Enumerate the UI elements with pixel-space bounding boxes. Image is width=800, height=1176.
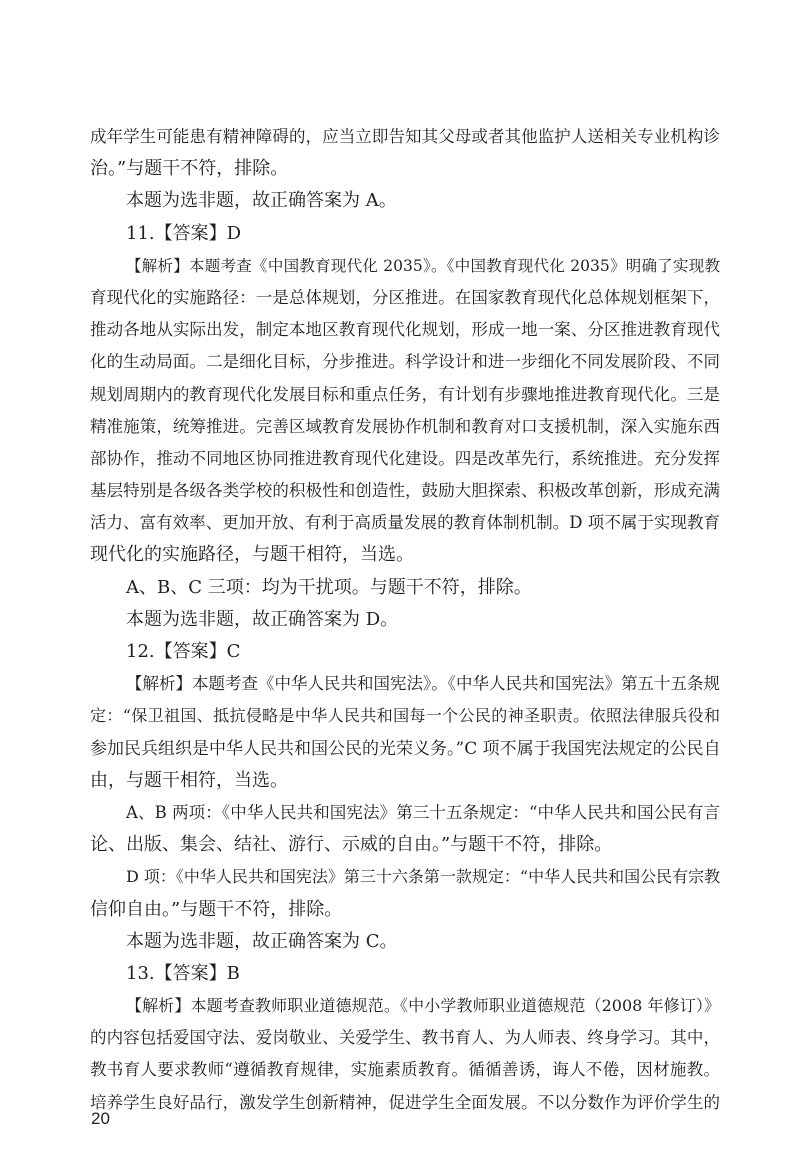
- analysis-line: 【解析】本题考查教师职业道德规范。《中小学教师职业道德规范（2008 年修订）》: [126, 996, 720, 1016]
- text-line: 信仰自由。”与题干不符，排除。: [90, 898, 343, 920]
- text-line: 活力、富有效率、更加开放、有利于高质量发展的教育体制机制。D 项不属于实现教育: [90, 513, 720, 533]
- analysis-line: 【解析】本题考查《中国教育现代化 2035》。《中国教育现代化 2035》明确了实现教: [126, 256, 720, 275]
- text-line: 由，与题干相符，当选。: [90, 769, 288, 791]
- text-line: 基层特别是各级各类学校的积极性和创造性，鼓励大胆探索、积极改革创新，形成充满: [90, 481, 720, 501]
- text-line: 定：“保卫祖国、抵抗侵略是中华人民共和国每一个公民的神圣职责。依照法律服兵役和: [90, 706, 720, 726]
- document-body: [90, 121, 720, 1119]
- answer-heading-13: 13.【答案】B: [126, 962, 240, 984]
- text-line: 本题为选非题，故正确答案为 D。: [126, 608, 399, 630]
- text-line: 育现代化的实施路径：一是总体规划，分区推进。在国家教育现代化总体规划框架下，: [90, 287, 720, 307]
- text-line: 培养学生良好品行，激发学生创新精神，促进学生全面发展。不以分数作为评价学生的: [90, 1092, 720, 1112]
- text-line: 成年学生可能患有精神障碍的，应当立即告知其父母或者其他监护人送相关专业机构诊: [90, 127, 720, 146]
- answer-heading-12: 12.【答案】C: [126, 641, 241, 662]
- text-line: A、B 两项：《中华人民共和国宪法》第三十五条规定：“中华人民共和国公民有言: [126, 802, 720, 822]
- text-line: 参加民兵组织是中华人民共和国公民的光荣义务。”C 项不属于我国宪法规定的公民自: [90, 738, 721, 759]
- text-line: D 项：《中华人民共和国宪法》第三十六条第一款规定：“中华人民共和国公民有宗教: [126, 867, 721, 887]
- page-number: 20: [91, 1109, 110, 1128]
- text-line: 现代化的实施路径，与题干相符，当选。: [90, 544, 414, 566]
- text-line: 教书育人要求教师“遵循教育规律，实施素质教育。循循善诱，诲人不倦，因材施教。: [90, 1060, 720, 1080]
- text-line: 精准施策，统筹推进。完善区域教育发展协作机制和教育对口支援机制，深入实施东西: [90, 416, 720, 436]
- text-line: A、B、C 三项：均为干扰项。与题干不符，排除。: [126, 576, 532, 598]
- text-line: 推动各地从实际出发，制定本地区教育现代化规划，形成一地一案、分区推进教育现代: [90, 320, 720, 340]
- text-line: 部协作，推动不同地区协同推进教育现代化建设。四是改革先行，系统推进。充分发挥: [90, 448, 720, 468]
- analysis-line: 【解析】本题考查《中华人民共和国宪法》。《中华人民共和国宪法》第五十五条规: [126, 674, 720, 694]
- text-line: 的内容包括爱国守法、爱岗敬业、关爱学生、教书育人、为人师表、终身学习。其中，: [90, 1028, 720, 1048]
- text-line: 化的生动局面。二是细化目标，分步推进。科学设计和进一步细化不同发展阶段、不同: [90, 352, 720, 372]
- text-line: 本题为选非题，故正确答案为 C。: [126, 930, 398, 952]
- answer-heading-11: 11.【答案】D: [126, 222, 242, 244]
- text-line: 本题为选非题，故正确答案为 A。: [126, 190, 397, 212]
- text-line: 论、出版、集会、结社、游行、示威的自由。”与题干不符，排除。: [90, 834, 613, 856]
- text-line: 治。”与题干不符，排除。: [90, 158, 289, 180]
- text-line: 规划周期内的教育现代化发展目标和重点任务，有计划有步骤地推进教育现代化。三是: [90, 384, 720, 404]
